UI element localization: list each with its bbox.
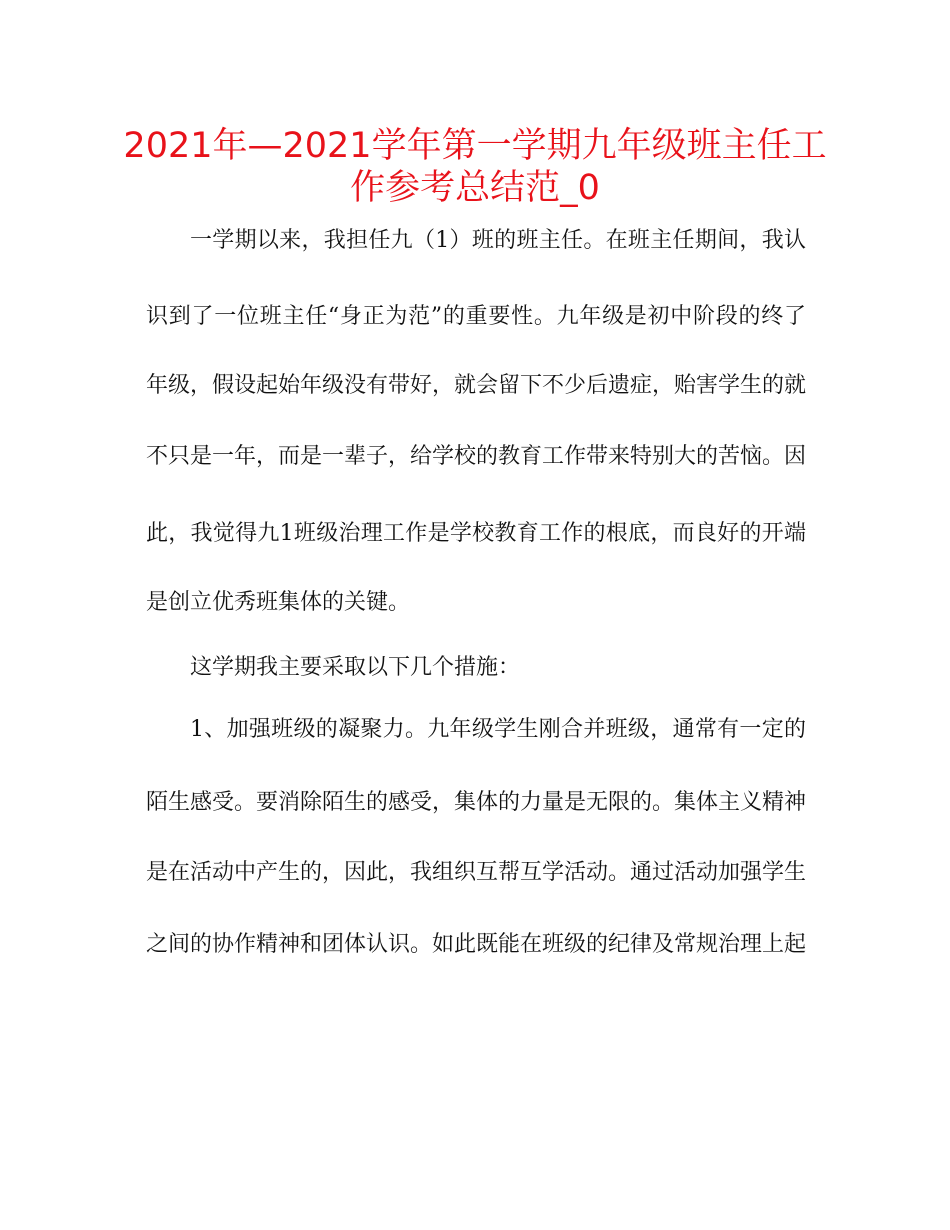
document-title-line-2: 作参考总结范_0 <box>350 168 600 208</box>
paragraph-1-line-6: 是创立优秀班集体的关键。 <box>146 590 411 615</box>
paragraph-1-line-3: 年级，假设起始年级没有带好，就会留下不少后遗症，贻害学生的就 <box>146 373 807 398</box>
paragraph-2-line-1: 这学期我主要采取以下几个措施： <box>190 655 521 680</box>
paragraph-3-line-1: 1、加强班级的凝聚力。九年级学生刚合并班级，通常有一定的 <box>190 717 806 742</box>
paragraph-3-line-3: 是在活动中产生的，因此，我组织互帮互学活动。通过活动加强学生 <box>146 860 807 885</box>
document-title-line-1: 2021年—2021学年第一学期九年级班主任工 <box>123 126 827 166</box>
paragraph-1-line-1: 一学期以来，我担任九（1）班的班主任。在班主任期间，我认 <box>190 228 806 253</box>
paragraph-1-line-2: 识到了一位班主任“身正为范”的重要性。九年级是初中阶段的终了 <box>146 304 806 329</box>
paragraph-3-line-4: 之间的协作精神和团体认识。如此既能在班级的纪律及常规治理上起 <box>146 932 807 957</box>
paragraph-1-line-5: 此，我觉得九1班级治理工作是学校教育工作的根底，而良好的开端 <box>146 521 806 546</box>
paragraph-1-line-4: 不只是一年，而是一辈子，给学校的教育工作带来特别大的苦恼。因 <box>146 444 807 469</box>
paragraph-3-line-2: 陌生感受。要消除陌生的感受，集体的力量是无限的。集体主义精神 <box>146 790 807 815</box>
